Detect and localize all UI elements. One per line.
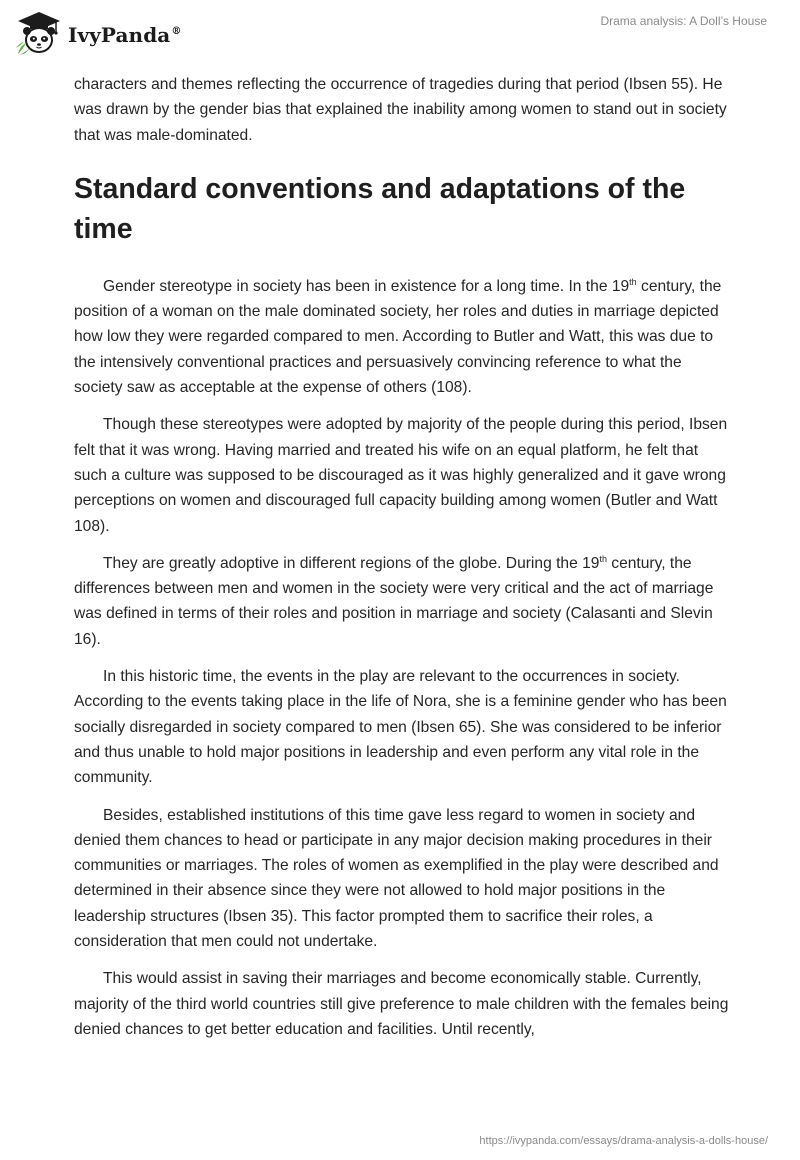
document-title: Drama analysis: A Doll’s House	[600, 14, 767, 28]
paragraph-5: Besides, established institutions of this time gave less regard to women in society and denied them chances to head or participate in any major decision making procedures in their communities or marriages. The roles of women as exemplified in the play were described and determined in their absence since they were not allowed to hold major positions in the leadership structures (Ibsen 35). This factor prompted them to sacrifice their roles, a consideration that men could not undertake.	[74, 806, 719, 951]
paragraph-1-text-b: century, the position of a woman on the male dominated society, her roles and duties in marriage depicted how low they were regarded compared to men. According to Butler and Watt, this was due to the intensively conventional practices and persuasively convincing reference to what the society saw as acceptable at the expense of others (108).	[74, 277, 722, 397]
section-heading: Standard conventions and adaptations of the time	[74, 172, 686, 245]
paragraph-1-text-a: Gender stereotype in society has been in existence for a long time. In the 19	[103, 277, 630, 295]
paragraph-1	[74, 274, 730, 400]
paragraph-2: Though these stereotypes were adopted by majority of the people during this period, Ibsen felt that it was wrong. Having married and treated his wife on an equal platform, he felt that such a culture was supposed to be discouraged as it was highly generalized and it gave wrong perceptions on women and discouraged full capacity building among women (Butler and Watt 108).	[74, 416, 728, 535]
superscript-th: th	[629, 276, 637, 287]
intro-paragraph: characters and themes reflecting the occurrence of tragedies during that period (Ibsen 55). He was drawn by the gender bias that explained the inability among women to stand out in society that was male-dominated.	[74, 76, 727, 144]
paragraph-3-text-a: They are greatly adoptive in different regions of the globe. During the 19	[103, 554, 600, 572]
superscript-th: th	[599, 553, 607, 564]
logo-text: IvyPanda®	[68, 23, 182, 47]
page-header	[0, 0, 800, 70]
source-url[interactable]: https://ivypanda.com/essays/drama-analysis-a-dolls-house/	[479, 1135, 768, 1147]
essay-body	[74, 70, 730, 1054]
paragraph-4: In this historic time, the events in the play are relevant to the occurrences in society. According to the events taking place in the life of Nora, she is a feminine gender who has been socially disregarded in society compared to men (Ibsen 65). She was considered to be inferior and thus unable to hold major positions in leadership and even perform any vital role in the community.	[74, 668, 727, 787]
paragraph-6: This would assist in saving their marriages and become economically stable. Currently, majority of the third world countries still give preference to male children with the females being denied chances to get better education and facilities. Until recently,	[74, 970, 729, 1038]
panda-graduate-icon	[14, 10, 64, 56]
registered-mark: ®	[171, 26, 182, 38]
paragraph-3	[74, 551, 730, 652]
ivypanda-logo[interactable]	[14, 10, 181, 56]
paragraph-3-text-b: century, the differences between men and women in the society were very critical and the act of marriage was defined in terms of their roles and position in marriage and society (Calasanti and Slevin 16).	[74, 554, 714, 648]
